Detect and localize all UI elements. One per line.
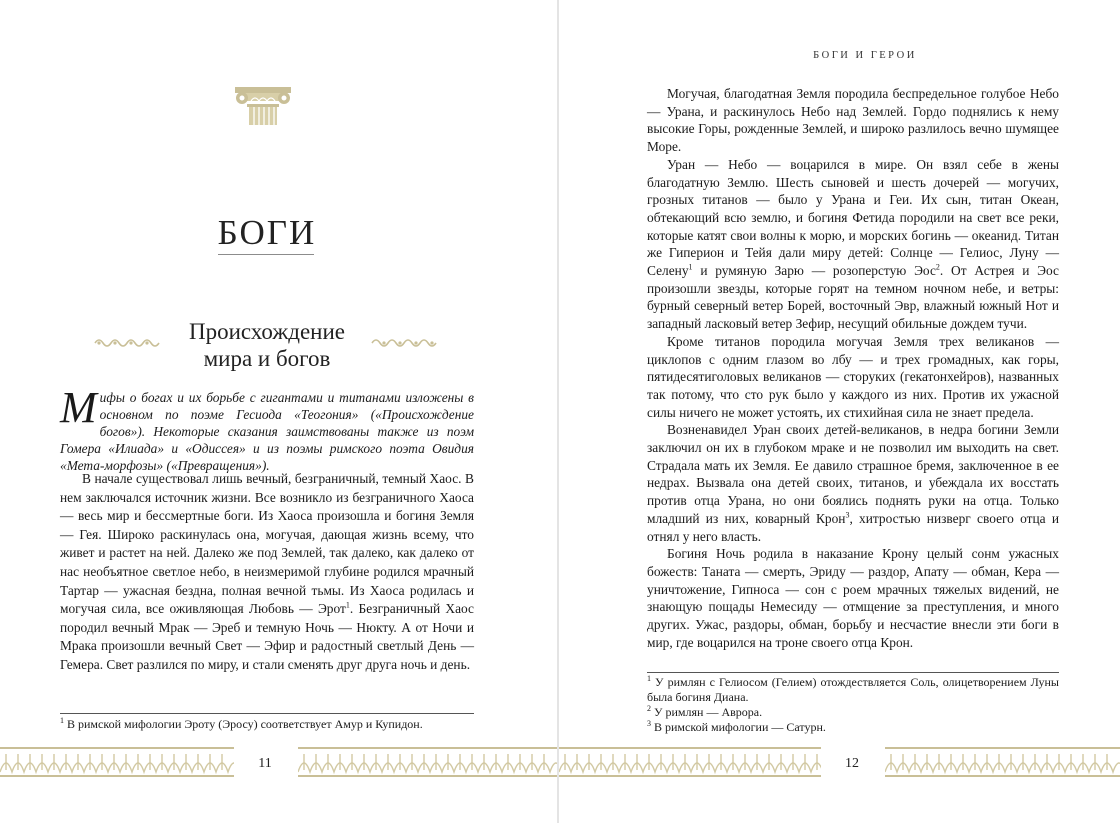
footnote-number: 1 <box>60 716 64 725</box>
paragraph-1: Могучая, благодатная Земля породила беспредельное голубое Небо — Урана, и раскинулось Небо над Землей. Гордо поднялись к нему высокие Горы, рожденные Землей, и широко разлилось вечно шумящее Море. <box>647 86 1059 155</box>
footnote-1-number: 1 <box>647 674 651 683</box>
paragraph-4-b: , хитростью низверг своего отца и отнял у него власть. <box>647 510 1059 544</box>
footnote-2-number: 2 <box>647 704 651 713</box>
intro-text: ифы о богах и их борьбе с гигантами и титанами изложены в основном по поэме Гесиода «Теогония» («Происхождение богов»). Некоторые сказания заимствованы также из поэм Гомера «Илиада» и «Одиссея» и из поэмы римского поэта Овидия «Мета-морфозы» («Превращения»). <box>60 390 474 473</box>
footnotes-right <box>647 675 1059 735</box>
running-head: БОГИ И ГЕРОИ <box>813 50 917 61</box>
footnote-1 <box>647 675 1059 705</box>
footnote-3-text: В римской мифологии — Сатурн. <box>651 720 826 734</box>
body-text-2: . Безграничный Хаос породил вечный Мрак — Эреб и темную Ночь — Нюкту. А от Ночи и Мрака произошли вечный Свет — Эфир и радостный светлый День — Гемера. Свет разлился по миру, и стали сменять друг друга ночь и день. <box>60 601 474 672</box>
footnote-1-text: У римлян с Гелиосом (Гелием) отождествляется Соль, олицетворением Луны была богиня Диана. <box>647 675 1059 704</box>
paragraph-2-c: . От Астрея и Эос произошли звезды, которые горят на темном ночном небе, и ветры: бурный северный ветер Борей, восточный Эвр, влажный южный Нот и западный ласковый ветер Зефир, несущий обильные дождем тучи. <box>647 263 1059 332</box>
left-page <box>0 0 557 823</box>
chapter-title: БОГИ <box>217 213 317 252</box>
footnote-ref-1[interactable]: 1 <box>688 262 693 272</box>
paragraph-5: Богиня Ночь родила в наказание Крону целый сонм ужасных божеств: Таната — смерть, Эриду — раздор, Апату — обман, Кера — уничтожение, Гипноса — сон с роем мрачных тяжелых видений, не знающую пощады Немесиду — отмщение за преступления, и много других. Ужас, раздоры, обман, борьбу и несчастие внесли эти боги в мир, где воцарился на троне своего отца Крон. <box>647 546 1059 650</box>
footnote-text: В римской мифологии Эроту (Эросу) соответствует Амур и Купидон. <box>64 717 423 731</box>
paragraph-4-a: Возненавидел Уран своих детей-великанов, в недра богини Земли заключил он их в глубоком мраке и не позволил им выходить на свет. Страдала мать их Земля. Ее давило страшное бремя, заключенное в ее недрах. Вызвала она детей своих, титанов, и убеждала их восстать против отца Урана, но они боялись поднять руки на отца. Только младший из них, коварный Крон <box>647 422 1059 526</box>
left-meander-band-2 <box>298 744 557 780</box>
footnote-3-number: 3 <box>647 719 651 728</box>
footnote-divider-right <box>647 672 1059 673</box>
subtitle-line-1: Происхождение <box>188 319 345 344</box>
footnote <box>60 717 474 732</box>
subtitle-line-2: мира и богов <box>203 346 331 371</box>
intro-paragraph <box>60 383 474 474</box>
footnote-ref-2[interactable]: 2 <box>935 262 940 272</box>
left-meander-band-1 <box>0 744 234 780</box>
ionic-capital-ornament <box>233 85 293 127</box>
title-underline <box>218 254 314 255</box>
paragraph-2-a: Уран — Небо — воцарился в мире. Он взял себе в жены благодатную Землю. Шесть сыновей и шесть дочерей — могучих, грозных титанов — было у Урана и Геи. Их сын, титан Океан, обтекающий всю землю, и богиня Фетида породили на свет все реки, которые катят свои волны к морю, и морских богинь — океанид. Титан же Гиперион и Тейя дали миру детей: Солнце — Гелиос, Луну — Селену <box>647 156 1059 279</box>
footnote-2 <box>647 705 1059 720</box>
paragraph-4 <box>647 421 1059 545</box>
page-number-left: 11 <box>258 756 272 771</box>
drop-cap: М <box>60 383 97 432</box>
footnote-ref-1[interactable]: 1 <box>345 600 350 610</box>
body-text-1: В начале существовал лишь вечный, безграничный, темный Хаос. В нем заключался источник жизни. Все возникло из безграничного Хаоса — весь мир и бессмертные боги. Из Хаоса произошла и богиня Земля — Гея. Широко раскинулась она, могучая, дающая жизнь всему, что живет и растет на ней. Далеко же под Землей, так далеко, как далеко от нас необъятное светлое небо, в неизмеримой глубине родился мрачный Тартар — ужасная бездна, полная вечной тьмы. Из Хаоса родилась и могучая сила, все оживляющая Любовь — Эрот <box>60 471 474 617</box>
footnote-3 <box>647 720 1059 735</box>
right-meander-band-2 <box>885 744 1120 780</box>
right-scroll-ornament <box>370 335 438 351</box>
footnote-divider <box>60 713 474 714</box>
paragraph-3: Кроме титанов породила могучая Земля трех великанов — циклопов с одним глазом во лбу — и трех громадных, как горы, пятидесятиголовых великанов — сторуких (гекатонхейров), названных так потому, что сто рук было у каждого из них. Против их ужасной силы ничего не может устоять, их стихийная сила не знает предела. <box>647 333 1059 420</box>
page-number-right: 12 <box>845 756 859 771</box>
paragraph-2-b: и румяную Зарю — розоперстую Эос <box>692 263 936 279</box>
section-subtitle <box>140 318 394 372</box>
footnote-ref-3[interactable]: 3 <box>845 510 850 520</box>
paragraph-2 <box>647 156 1059 333</box>
body-paragraph <box>60 470 474 675</box>
right-meander-band-1 <box>559 744 821 780</box>
right-page-body <box>647 85 1059 652</box>
footnote-2-text: У римлян — Аврора. <box>651 705 763 719</box>
